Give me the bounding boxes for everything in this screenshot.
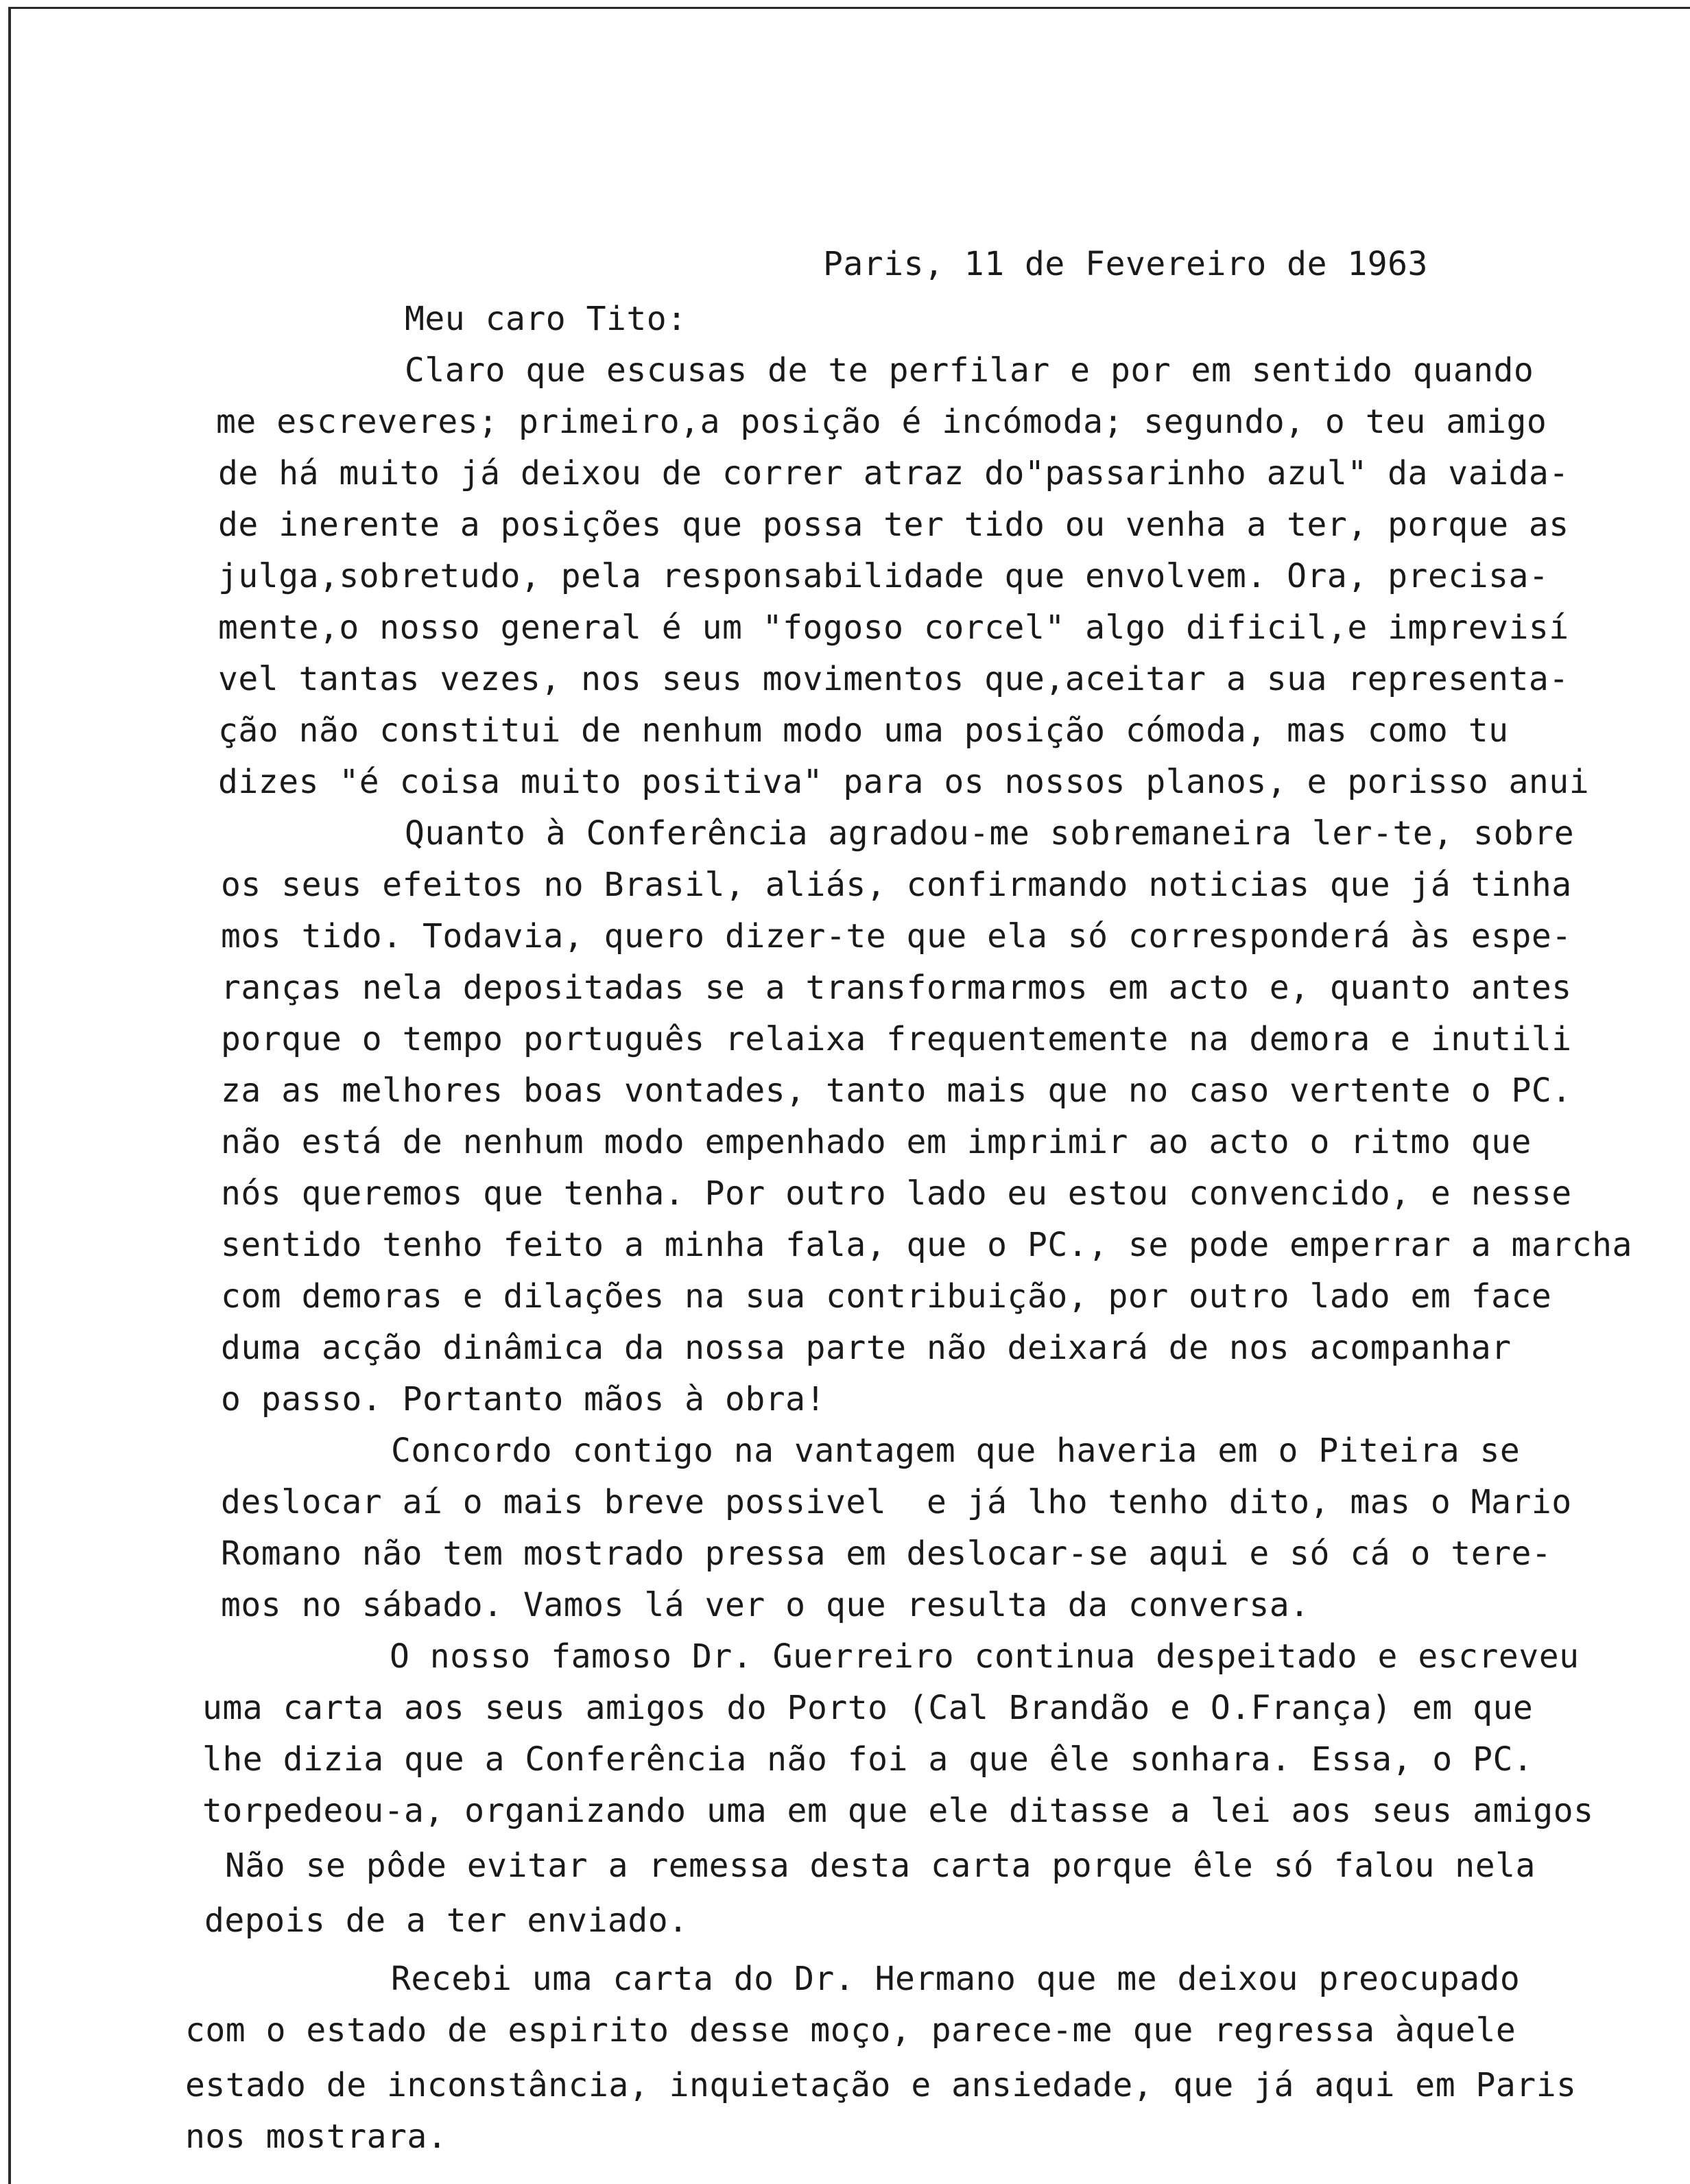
letter-line: uma carta aos seus amigos do Porto (Cal Brandão e O.França) em que: [202, 1689, 1534, 1727]
letter-line: Romano não tem mostrado pressa em deslocar-se aqui e só cá o tere-: [221, 1534, 1552, 1573]
letter-salutation: Meu caro Tito:: [405, 300, 687, 338]
letter-line: sentido tenho feito a minha fala, que o PC., se pode emperrar a marcha: [221, 1226, 1632, 1264]
letter-line: ção não constitui de nenhum modo uma posição cómoda, mas como tu: [218, 711, 1509, 750]
letter-line: me escreveres; primeiro,a posição é incómoda; segundo, o teu amigo: [216, 403, 1547, 441]
letter-line: nos mostrara.: [185, 2117, 448, 2156]
page-edge-left: [8, 7, 11, 2184]
letter-line: Quanto à Conferência agradou-me sobremaneira ler-te, sobre: [405, 814, 1575, 853]
letter-line: mos no sábado. Vamos lá ver o que resulta da conversa.: [221, 1586, 1310, 1624]
letter-line: ranças nela depositadas se a transformarmos em acto e, quanto antes: [221, 969, 1572, 1007]
letter-line: depois de a ter enviado.: [204, 1901, 689, 1940]
letter-line: de inerente a posições que possa ter tido ou venha a ter, porque as: [218, 506, 1569, 544]
letter-line: não está de nenhum modo empenhado em imprimir ao acto o ritmo que: [221, 1123, 1532, 1161]
letter-line: de há muito já deixou de correr atraz do"passarinho azul" da vaida-: [218, 454, 1569, 492]
letter-line: duma acção dinâmica da nossa parte não deixará de nos acompanhar: [221, 1329, 1512, 1367]
letter-line: o passo. Portanto mãos à obra!: [221, 1380, 826, 1419]
letter-line: deslocar aí o mais breve possivel e já lho tenho dito, mas o Mario: [221, 1483, 1572, 1521]
letter-line: nós queremos que tenha. Por outro lado eu estou convencido, e nesse: [221, 1174, 1572, 1213]
page-edge-top: [10, 7, 1690, 9]
letter-line: mente,o nosso general é um "fogoso corcel" algo dificil,e imprevisí: [218, 608, 1569, 647]
letter-line: lhe dizia que a Conferência não foi a que êle sonhara. Essa, o PC.: [202, 1740, 1534, 1779]
letter-line: O nosso famoso Dr. Guerreiro continua despeitado e escreveu: [390, 1637, 1580, 1676]
letter-line: com o estado de espirito desse moço, parece-me que regressa àquele: [185, 2011, 1516, 2050]
letter-line: julga,sobretudo, pela responsabilidade que envolvem. Ora, precisa-: [218, 557, 1549, 595]
letter-line: Claro que escusas de te perfilar e por em sentido quando: [405, 351, 1534, 390]
letter-line: os seus efeitos no Brasil, aliás, confirmando noticias que já tinha: [221, 866, 1572, 904]
letter-line: porque o tempo português relaixa frequentemente na demora e inutili: [221, 1020, 1572, 1058]
letter-line: torpedeou-a, organizando uma em que ele ditasse a lei aos seus amigos: [202, 1792, 1594, 1830]
letter-date: Paris, 11 de Fevereiro de 1963: [823, 245, 1428, 283]
letter-line: Não se pôde evitar a remessa desta carta porque êle só falou nela: [225, 1847, 1536, 1885]
letter-line: estado de inconstância, inquietação e ansiedade, que já aqui em Paris: [185, 2066, 1577, 2104]
letter-line: com demoras e dilações na sua contribuição, por outro lado em face: [221, 1277, 1552, 1316]
letter-line: vel tantas vezes, nos seus movimentos que,aceitar a sua representa-: [218, 660, 1569, 698]
letter-line: za as melhores boas vontades, tanto mais que no caso vertente o PC.: [221, 1071, 1572, 1110]
letter-line: Concordo contigo na vantagem que haveria em o Piteira se: [391, 1432, 1521, 1470]
letter-line: mos tido. Todavia, quero dizer-te que ela só corresponderá às espe-: [221, 917, 1572, 956]
letter-line: dizes "é coisa muito positiva" para os nossos planos, e porisso anui: [218, 763, 1590, 801]
letter-line: Recebi uma carta do Dr. Hermano que me deixou preocupado: [391, 1960, 1521, 1998]
